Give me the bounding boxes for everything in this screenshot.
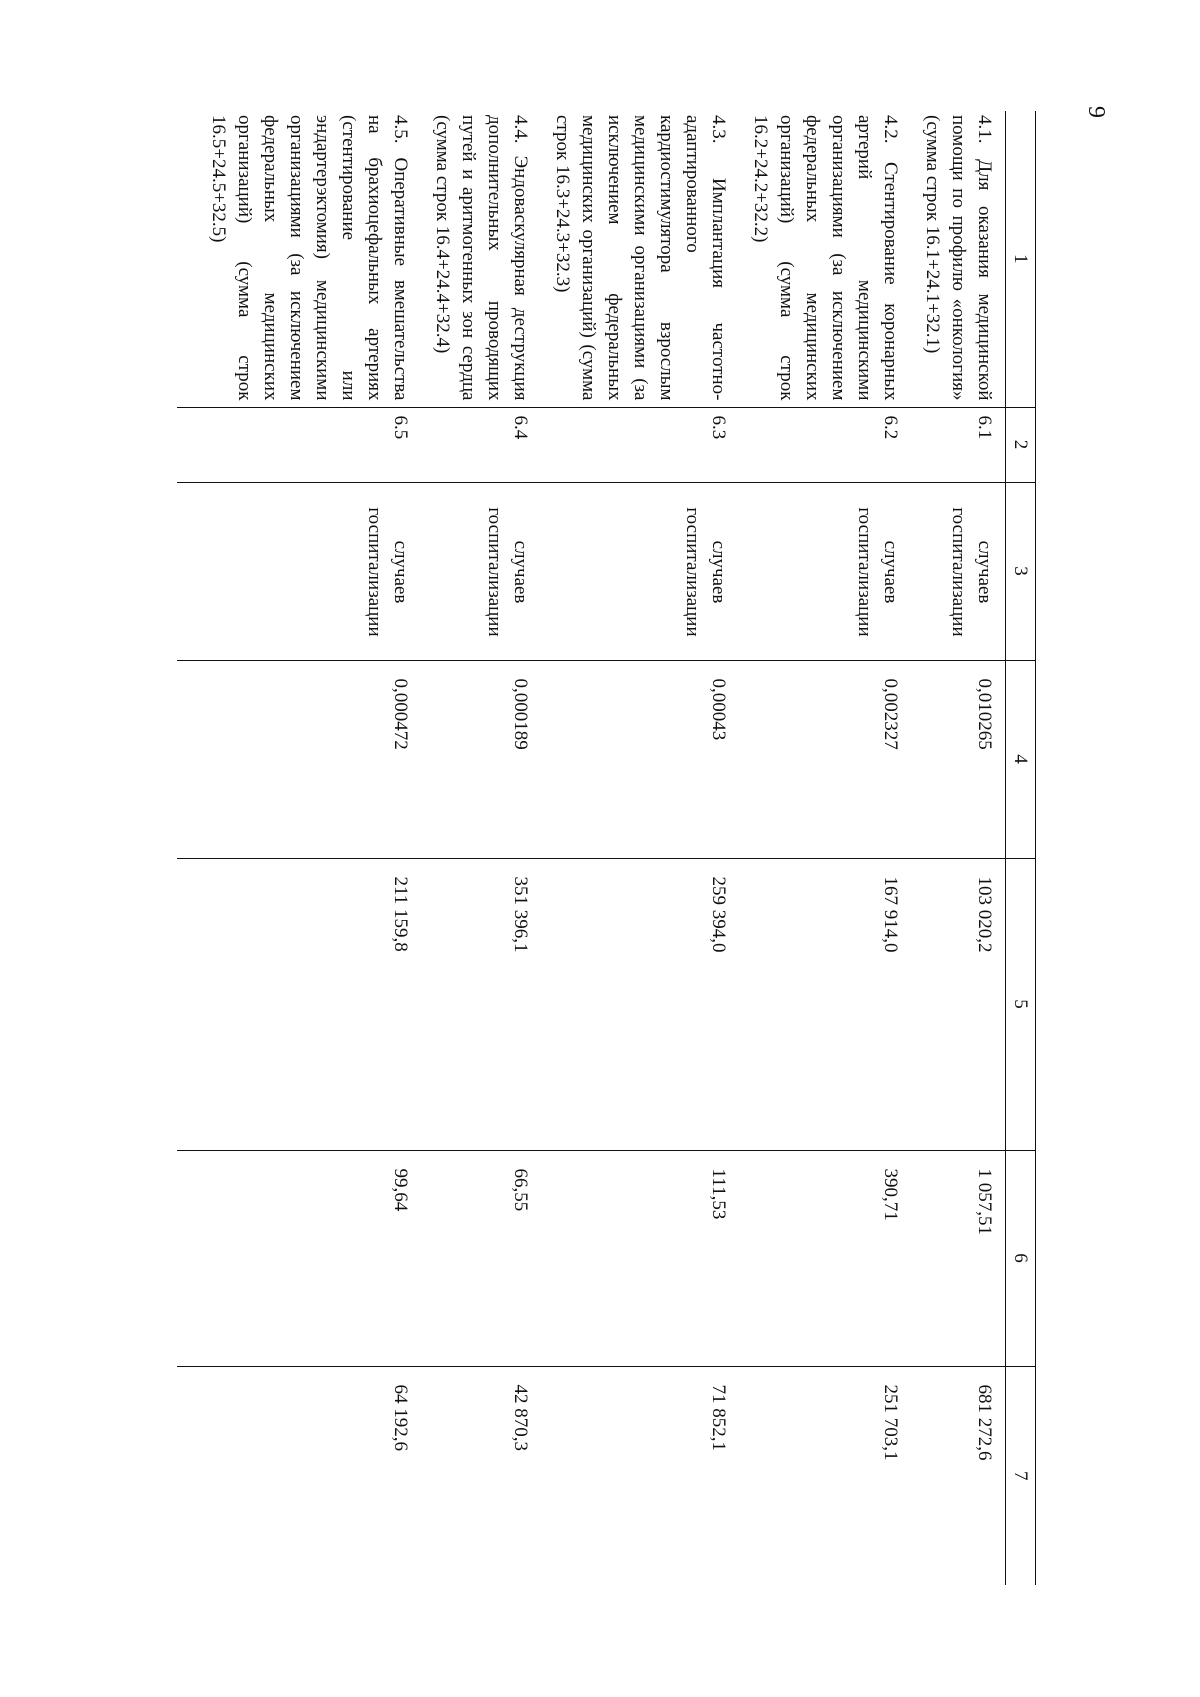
row-value-cell: 0,00043 <box>541 660 739 858</box>
table-row <box>421 111 541 1585</box>
row-name-cell: 4.1. Для оказания медицинской помощи по профилю «онкология» (сумма строк 16.1+24.1+32.1) <box>922 115 995 401</box>
row-code-cell: 6.3 <box>541 407 739 482</box>
row-value-cell: 111,53 <box>541 1150 739 1366</box>
row-name-cell: 4.2. Стентирование коронарных артерий медицинскими организациями (за исключением федеральных медицинских организаций) (сумма строк 16.2+24.2+32.2) <box>750 115 901 401</box>
row-value-cell: 103 020,2 <box>911 858 1006 1150</box>
row-code-cell: 6.5 <box>177 407 421 482</box>
row-value-cell: 259 394,0 <box>541 858 739 1150</box>
row-value-cell: 351 396,1 <box>421 858 541 1150</box>
row-value-cell: 42 870,3 <box>421 1366 541 1585</box>
column-header: 2 <box>1006 407 1036 482</box>
row-value-cell: 211 159,8 <box>177 858 421 1150</box>
row-unit-cell: случаев госпитализации <box>541 482 739 660</box>
row-value-cell: 64 192,6 <box>177 1366 421 1585</box>
row-value-cell: 99,64 <box>177 1150 421 1366</box>
row-unit-cell: случаев госпитализации <box>739 482 911 660</box>
row-name-cell: 4.4. Эндоваскулярная деструкция дополнительных проводящих путей и аритмогенных зон сердца (сумма строк 16.4+24.4+32.4) <box>432 115 531 401</box>
row-value-cell: 251 703,1 <box>739 1366 911 1585</box>
row-code-cell: 6.4 <box>421 407 541 482</box>
rotated-table-container <box>204 111 1036 1585</box>
row-code-cell: 6.1 <box>911 407 1006 482</box>
row-name-cell: 4.3. Имплантация частотно-адаптированного кардиостимулятора взрослым медицинскими организациями (за исключением федеральных медицинских организаций) (сумма строк 16.3+24.3+32.3) <box>552 115 729 401</box>
column-header: 7 <box>1006 1366 1036 1585</box>
table-row <box>739 111 911 1585</box>
row-unit-cell: случаев госпитализации <box>177 482 421 660</box>
row-code-cell: 6.2 <box>739 407 911 482</box>
table-header-row <box>1006 111 1036 1585</box>
column-header: 6 <box>1006 1150 1036 1366</box>
table-row <box>177 111 421 1585</box>
table-row <box>911 111 1006 1585</box>
row-value-cell: 0,010265 <box>911 660 1006 858</box>
row-value-cell: 0,000189 <box>421 660 541 858</box>
row-value-cell: 167 914,0 <box>739 858 911 1150</box>
row-value-cell: 390,71 <box>739 1150 911 1366</box>
row-value-cell: 1 057,51 <box>911 1150 1006 1366</box>
row-unit-cell: случаев госпитализации <box>421 482 541 660</box>
column-header: 1 <box>1006 111 1036 407</box>
data-table <box>177 111 1036 1585</box>
row-value-cell: 71 852,1 <box>541 1366 739 1585</box>
row-name-cell: 4.5. Оперативные вмешательства на брахиоцефальных артериях (стентирование или эндартерэктомия) медицинскими организациями (за исключением федеральных медицинских организаций) (сумма строк 16.5+24.5+32.5) <box>208 115 411 401</box>
column-header: 3 <box>1006 482 1036 660</box>
page-number: 9 <box>1083 106 1109 118</box>
table-row <box>541 111 739 1585</box>
row-unit-cell: случаев госпитализации <box>911 482 1006 660</box>
column-header: 4 <box>1006 660 1036 858</box>
row-value-cell: 681 272,6 <box>911 1366 1006 1585</box>
column-header: 5 <box>1006 858 1036 1150</box>
row-value-cell: 0,000472 <box>177 660 421 858</box>
row-value-cell: 0,002327 <box>739 660 911 858</box>
row-value-cell: 66,55 <box>421 1150 541 1366</box>
